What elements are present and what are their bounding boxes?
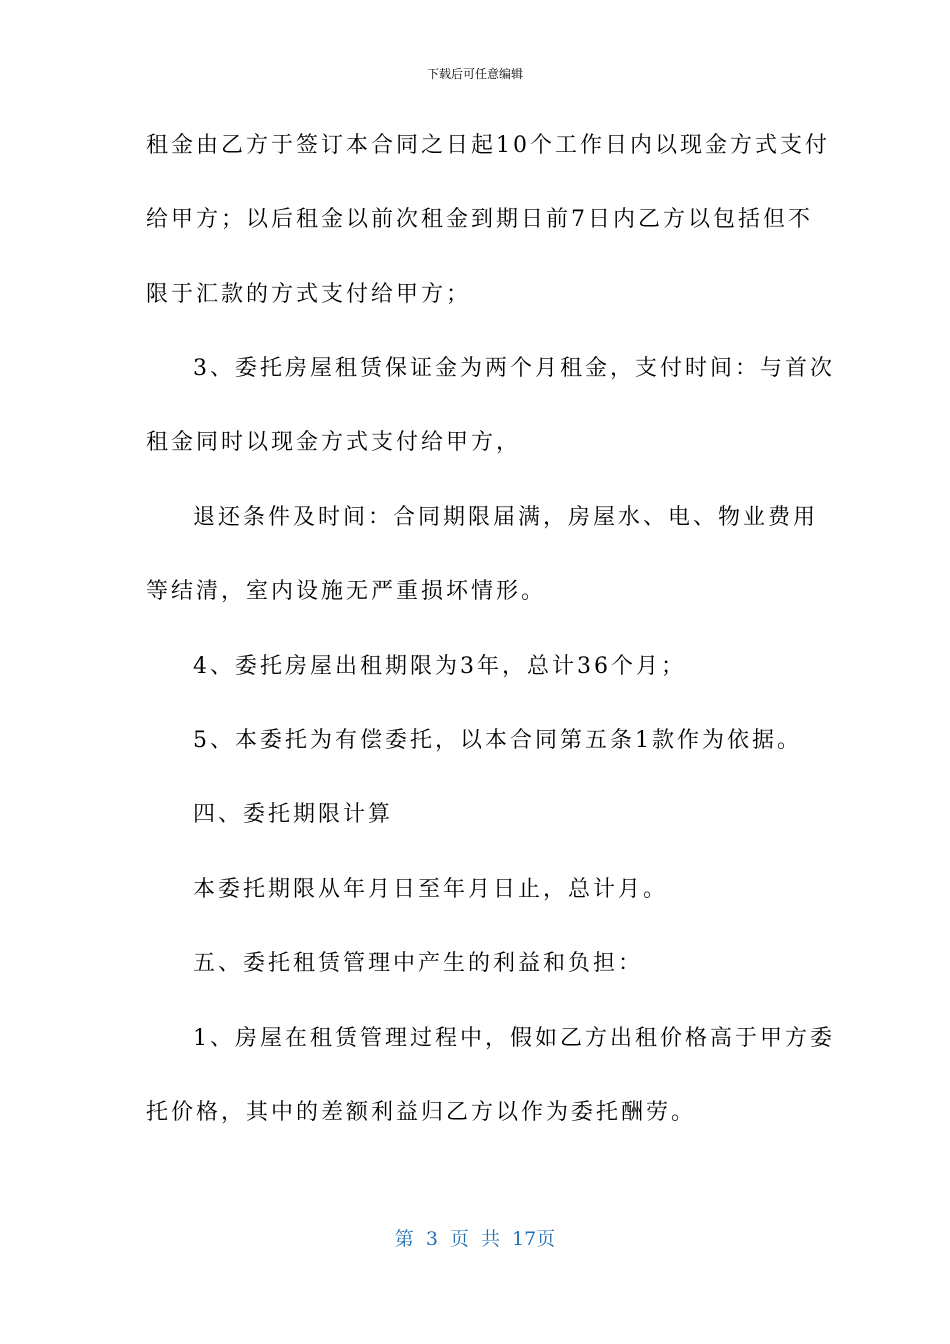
body-line-14: 托价格，其中的差额利益归乙方以作为委托酬劳。 xyxy=(146,1100,697,1125)
body-line-1: 租金由乙方于签订本合同之日起10个工作日内以现金方式支付 xyxy=(146,133,830,158)
page-header: 下载后可任意编辑 xyxy=(426,67,523,81)
body-line-9: 5、本委托为有偿委托，以本合同第五条1款作为依据。 xyxy=(193,728,802,753)
body-line-11: 本委托期限从年月日至年月日止，总计月。 xyxy=(193,877,669,902)
body-line-6: 退还条件及时间：合同期限届满，房屋水、电、物业费用 xyxy=(193,505,819,530)
body-line-13: 1、房屋在租赁管理过程中，假如乙方出租价格高于甲方委 xyxy=(193,1026,835,1051)
page-number-footer: 第 3 页 共 17页 xyxy=(394,1228,556,1250)
body-line-3: 限于汇款的方式支付给甲方； xyxy=(146,282,472,307)
body-line-7: 等结清，室内设施无严重损坏情形。 xyxy=(146,579,547,604)
section-heading-5: 五、委托租赁管理中产生的利益和负担： xyxy=(193,951,644,976)
body-line-4: 3、委托房屋租赁保证金为两个月租金，支付时间：与首次 xyxy=(193,356,835,381)
section-heading-4: 四、委托期限计算 xyxy=(193,802,394,827)
body-line-8: 4、委托房屋出租期限为3年，总计36个月； xyxy=(193,654,686,679)
body-line-5: 租金同时以现金方式支付给甲方， xyxy=(146,430,522,455)
body-line-2: 给甲方；以后租金以前次租金到期日前7日内乙方以包括但不 xyxy=(146,207,813,232)
